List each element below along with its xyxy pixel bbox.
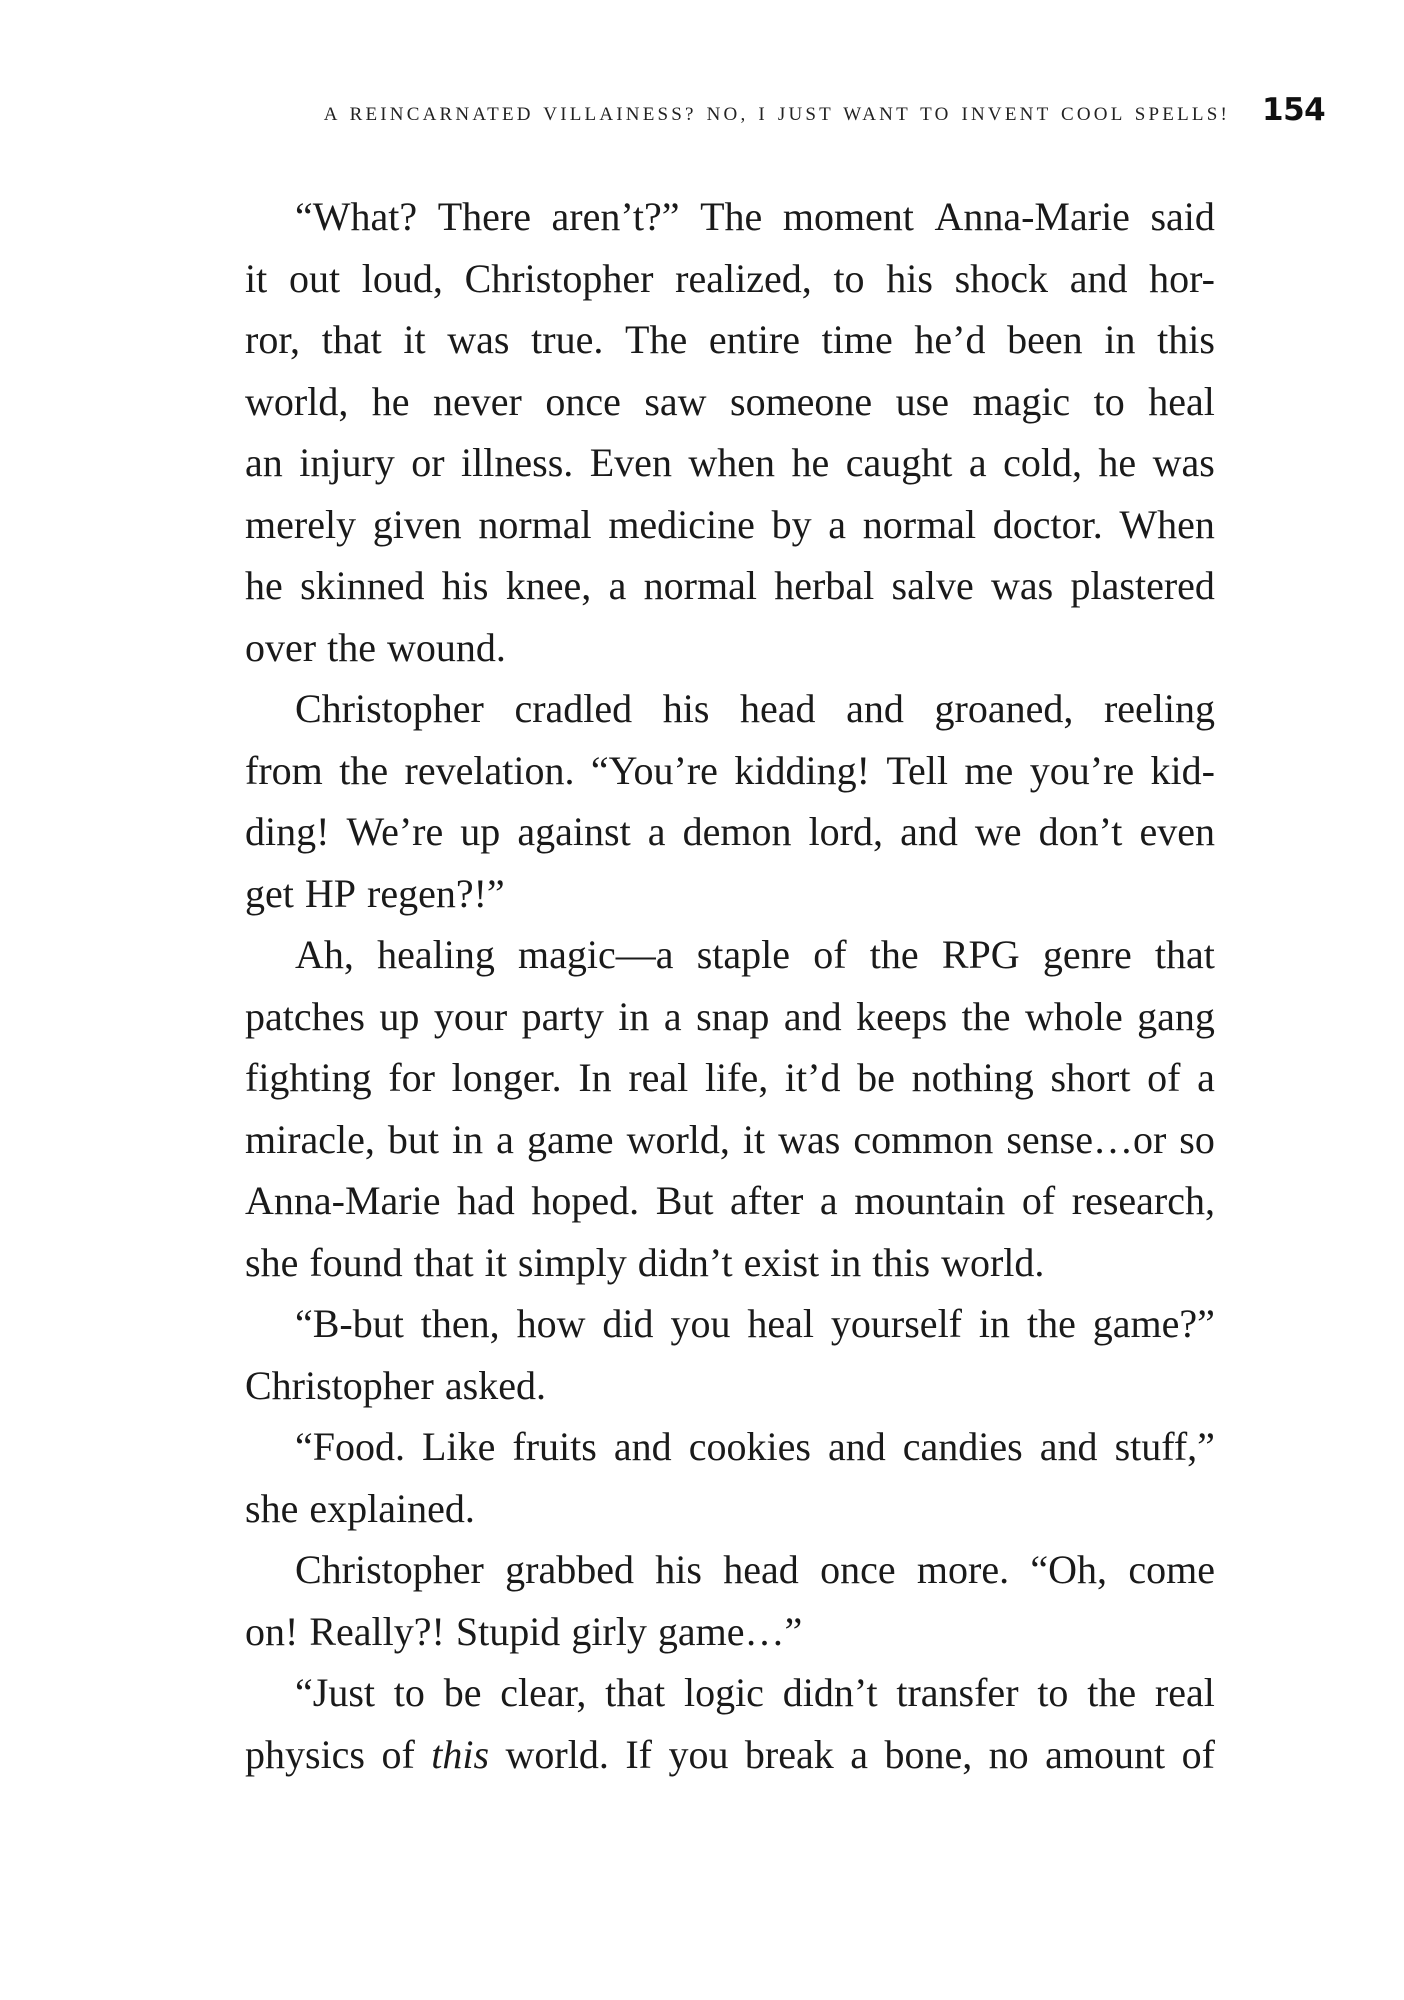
word: the xyxy=(339,747,389,793)
word: Stupid xyxy=(455,1608,561,1654)
word: Tell xyxy=(886,747,948,793)
word: even xyxy=(1139,809,1215,854)
word: girly xyxy=(571,1608,647,1654)
word: a xyxy=(850,1731,868,1777)
word: “Oh, xyxy=(1030,1547,1108,1592)
word: once xyxy=(545,378,621,424)
word: we xyxy=(974,809,1022,854)
word: party xyxy=(521,993,604,1039)
word: head xyxy=(740,686,816,731)
word: time xyxy=(821,317,893,362)
word: this xyxy=(1157,317,1215,362)
word: doctor. xyxy=(992,501,1103,547)
word: cradled xyxy=(514,686,633,731)
word: salve xyxy=(891,563,974,608)
word: and xyxy=(827,1424,886,1469)
word: of xyxy=(813,932,847,977)
word: fruits xyxy=(512,1424,597,1469)
word: that xyxy=(321,317,382,362)
word: Christopher xyxy=(245,1362,434,1408)
word: was xyxy=(1152,440,1215,485)
word: he xyxy=(791,440,830,485)
word: lord, xyxy=(808,809,883,854)
word: Even xyxy=(589,440,672,485)
word: Anna-Marie xyxy=(245,1178,441,1223)
word: RPG xyxy=(941,932,1020,977)
word: clear, xyxy=(500,1670,587,1715)
word: When xyxy=(1119,501,1215,547)
word: head xyxy=(723,1547,799,1592)
text-line xyxy=(245,740,1215,802)
word: once xyxy=(820,1547,896,1592)
word: then, xyxy=(420,1301,500,1346)
word: she xyxy=(245,1239,299,1285)
word: world, xyxy=(626,1116,730,1162)
word: cookies xyxy=(688,1424,811,1469)
word: been xyxy=(1007,317,1083,362)
word: given xyxy=(372,501,462,547)
word: and xyxy=(846,686,904,731)
word: his xyxy=(662,686,710,731)
word: But xyxy=(655,1178,714,1223)
word: plastered xyxy=(1070,563,1215,608)
word: world, xyxy=(245,378,349,424)
word: Ah, xyxy=(295,932,354,977)
word: in xyxy=(618,993,650,1039)
word: bone, xyxy=(884,1731,973,1777)
word: caught xyxy=(845,440,953,485)
word: realized, xyxy=(675,255,812,301)
text-line xyxy=(245,371,1215,433)
word: to xyxy=(833,255,865,301)
word: kid- xyxy=(1150,747,1215,793)
word: of xyxy=(1147,1055,1181,1100)
word: The xyxy=(625,317,688,362)
word: We’re xyxy=(346,809,444,854)
word: on! xyxy=(245,1608,299,1654)
word: loud, xyxy=(361,255,443,301)
word: magic—a xyxy=(518,932,674,977)
word: a xyxy=(496,1116,514,1162)
word: come xyxy=(1128,1547,1215,1592)
word: of xyxy=(381,1731,415,1777)
word: short xyxy=(1050,1055,1131,1100)
word: that xyxy=(413,1239,474,1285)
word: grabbed xyxy=(505,1547,634,1592)
word: patches xyxy=(245,993,365,1039)
word: it xyxy=(742,1116,766,1162)
word: heal xyxy=(747,1301,814,1346)
text-line xyxy=(245,1724,1215,1786)
word: “Just xyxy=(295,1670,375,1715)
word: out xyxy=(288,255,341,301)
word: in xyxy=(1104,317,1136,362)
word: she xyxy=(245,1485,299,1531)
word: game…” xyxy=(657,1608,803,1654)
word: real xyxy=(1154,1670,1215,1715)
word: aren’t?” xyxy=(551,194,680,239)
word: herbal xyxy=(774,563,875,608)
word: moment xyxy=(782,194,914,239)
word: and xyxy=(613,1424,672,1469)
word: had xyxy=(457,1178,515,1223)
word: “What? xyxy=(295,194,418,239)
text-line xyxy=(245,1601,1215,1663)
word: it xyxy=(403,317,426,362)
word: never xyxy=(433,378,522,424)
book-title-header: A REINCARNATED VILLAINESS? NO, I JUST WANT TO INVENT COOL SPELLS! xyxy=(323,104,1230,125)
text-line xyxy=(245,1478,1215,1540)
word: nothing xyxy=(911,1055,1034,1100)
word: against xyxy=(517,809,631,854)
word: was xyxy=(447,317,510,362)
word: that xyxy=(1154,932,1215,977)
word: you xyxy=(670,1301,731,1346)
word: revelation. xyxy=(404,747,575,793)
word: Really?! xyxy=(309,1608,445,1654)
word: normal xyxy=(643,563,757,608)
word: simply xyxy=(517,1239,627,1285)
word: common xyxy=(853,1116,994,1162)
word: kidding! xyxy=(734,747,870,793)
word: ror, xyxy=(245,317,301,362)
word: and xyxy=(783,993,842,1039)
word: by xyxy=(771,501,812,547)
word: regen?!” xyxy=(367,870,505,916)
word: this xyxy=(872,1239,931,1285)
word: a xyxy=(828,501,847,547)
word: stuff,” xyxy=(1114,1424,1215,1469)
word: game?” xyxy=(1092,1301,1215,1346)
word: and xyxy=(1039,1424,1098,1469)
word: of xyxy=(1181,1731,1215,1777)
word: more. xyxy=(916,1547,1010,1592)
text-line xyxy=(245,1416,1215,1478)
word: illness. xyxy=(461,440,574,485)
word: someone xyxy=(730,378,873,424)
word: whole xyxy=(1024,993,1123,1039)
word: sense…or xyxy=(1006,1116,1167,1162)
word: mountain xyxy=(854,1178,1006,1223)
word: his xyxy=(886,255,933,301)
word: game xyxy=(526,1116,614,1162)
word: merely xyxy=(245,501,357,547)
word: and xyxy=(1069,255,1128,301)
word: was xyxy=(778,1116,841,1162)
word: after xyxy=(730,1178,804,1223)
word: was xyxy=(991,563,1054,608)
text-line xyxy=(245,1109,1215,1171)
word: your xyxy=(433,993,508,1039)
word: in xyxy=(452,1116,484,1162)
word: medicine xyxy=(608,501,755,547)
word: a xyxy=(819,1178,838,1223)
word: you’re xyxy=(1029,747,1135,793)
word: entire xyxy=(708,317,800,362)
word: and xyxy=(900,809,958,854)
word: don’t xyxy=(1038,809,1123,854)
text-line xyxy=(245,248,1215,310)
text-line xyxy=(245,432,1215,494)
word: the xyxy=(327,624,376,670)
word: world. xyxy=(941,1239,1045,1285)
word: saw xyxy=(644,378,707,424)
word: gang xyxy=(1137,993,1215,1039)
word: did xyxy=(602,1301,654,1346)
word: an xyxy=(245,440,283,485)
word: staple xyxy=(696,932,791,977)
word: over xyxy=(245,624,317,670)
word: The xyxy=(700,194,763,239)
running-header xyxy=(180,96,1230,136)
word: he’d xyxy=(914,317,986,362)
word: Anna-Marie xyxy=(934,194,1130,239)
text-line xyxy=(245,1170,1215,1232)
text-line xyxy=(245,617,1215,679)
word: his xyxy=(441,563,489,608)
word: be xyxy=(443,1670,482,1715)
word: reeling xyxy=(1103,686,1215,731)
word: knee, xyxy=(505,563,592,608)
word: to xyxy=(1093,378,1125,424)
text-line xyxy=(245,1293,1215,1355)
word: demon xyxy=(682,809,792,854)
word: wound. xyxy=(386,624,506,670)
text-line xyxy=(245,555,1215,617)
body-text xyxy=(245,186,1215,1785)
word: me xyxy=(964,747,1014,793)
word: “Food. xyxy=(295,1424,405,1469)
word: break xyxy=(744,1731,834,1777)
page-number: 154 xyxy=(1262,92,1326,128)
word: from xyxy=(245,747,323,793)
text-line xyxy=(245,986,1215,1048)
word: didn’t xyxy=(782,1670,878,1715)
word: In xyxy=(578,1055,612,1100)
word: for xyxy=(388,1055,435,1100)
word: hor- xyxy=(1149,255,1215,301)
word: a xyxy=(1197,1055,1215,1100)
word: ding! xyxy=(245,809,330,854)
word: There xyxy=(437,194,531,239)
word: the xyxy=(1026,1301,1076,1346)
word: but xyxy=(387,1116,440,1162)
text-line xyxy=(245,186,1215,248)
word: a xyxy=(647,809,666,854)
word: in xyxy=(978,1301,1011,1346)
word: skinned xyxy=(300,563,425,608)
text-line xyxy=(245,678,1215,740)
text-line xyxy=(245,924,1215,986)
word: he xyxy=(245,563,283,608)
word: miracle, xyxy=(245,1116,375,1162)
word: he xyxy=(371,378,410,424)
word: exist xyxy=(743,1239,820,1285)
word: cold, xyxy=(1003,440,1082,485)
word: the xyxy=(961,993,1011,1039)
word: Christopher xyxy=(295,1547,484,1592)
word: injury xyxy=(299,440,395,485)
word: to xyxy=(393,1670,425,1715)
word: said xyxy=(1150,194,1215,239)
text-line xyxy=(245,1232,1215,1294)
word: in xyxy=(830,1239,862,1285)
word: snap xyxy=(696,993,770,1039)
word: the xyxy=(1087,1670,1137,1715)
word: fighting xyxy=(245,1055,372,1100)
word: Christopher xyxy=(464,255,654,301)
text-line xyxy=(245,863,1215,925)
word: Like xyxy=(422,1424,496,1469)
word: healing xyxy=(377,932,495,977)
word: amount xyxy=(1045,1731,1166,1777)
word: of xyxy=(1021,1178,1056,1223)
word: keeps xyxy=(856,993,948,1039)
word: or xyxy=(411,440,445,485)
word: explained. xyxy=(309,1485,475,1531)
word: his xyxy=(655,1547,702,1592)
word: longer. xyxy=(451,1055,562,1100)
word: genre xyxy=(1042,932,1132,977)
word: transfer xyxy=(896,1670,1019,1715)
word: research, xyxy=(1071,1178,1215,1223)
word: physics xyxy=(245,1731,365,1777)
text-line xyxy=(245,1539,1215,1601)
word: get xyxy=(245,870,294,916)
word: found xyxy=(309,1239,403,1285)
word: groaned, xyxy=(934,686,1074,731)
word: heal xyxy=(1148,378,1215,424)
word: real xyxy=(628,1055,689,1100)
word: true. xyxy=(531,317,604,362)
word: shock xyxy=(954,255,1048,301)
word: “You’re xyxy=(590,747,718,793)
word: yourself xyxy=(830,1301,962,1346)
text-line xyxy=(245,801,1215,863)
word: HP xyxy=(304,870,357,916)
word: candies xyxy=(902,1424,1023,1469)
word: up xyxy=(460,809,501,854)
word: world. xyxy=(505,1731,609,1777)
word: hoped. xyxy=(531,1178,640,1223)
word: the xyxy=(869,932,919,977)
word: a xyxy=(968,440,987,485)
word: it’d xyxy=(784,1055,841,1100)
word: normal xyxy=(478,501,592,547)
word: you xyxy=(668,1731,729,1777)
word: no xyxy=(988,1731,1029,1777)
word: this xyxy=(431,1731,490,1777)
word: be xyxy=(857,1055,895,1100)
word: a xyxy=(608,563,627,608)
word: life, xyxy=(704,1055,769,1100)
word: that xyxy=(605,1670,666,1715)
word: up xyxy=(379,993,420,1039)
word: how xyxy=(516,1301,586,1346)
word: it xyxy=(245,255,268,301)
word: asked. xyxy=(444,1362,546,1408)
text-line xyxy=(245,494,1215,556)
word: If xyxy=(625,1731,652,1777)
word: he xyxy=(1098,440,1137,485)
text-line xyxy=(245,1047,1215,1109)
text-line xyxy=(245,1355,1215,1417)
text-line xyxy=(245,309,1215,371)
word: a xyxy=(663,993,682,1039)
word: it xyxy=(484,1239,507,1285)
word: logic xyxy=(683,1670,764,1715)
text-line xyxy=(245,1662,1215,1724)
word: normal xyxy=(862,501,977,547)
word: use xyxy=(895,378,949,424)
word: so xyxy=(1179,1116,1215,1162)
word: when xyxy=(688,440,776,485)
word: Christopher xyxy=(295,686,484,731)
word: “B-but xyxy=(295,1301,404,1346)
word: magic xyxy=(972,378,1071,424)
word: to xyxy=(1037,1670,1069,1715)
word: didn’t xyxy=(637,1239,733,1285)
